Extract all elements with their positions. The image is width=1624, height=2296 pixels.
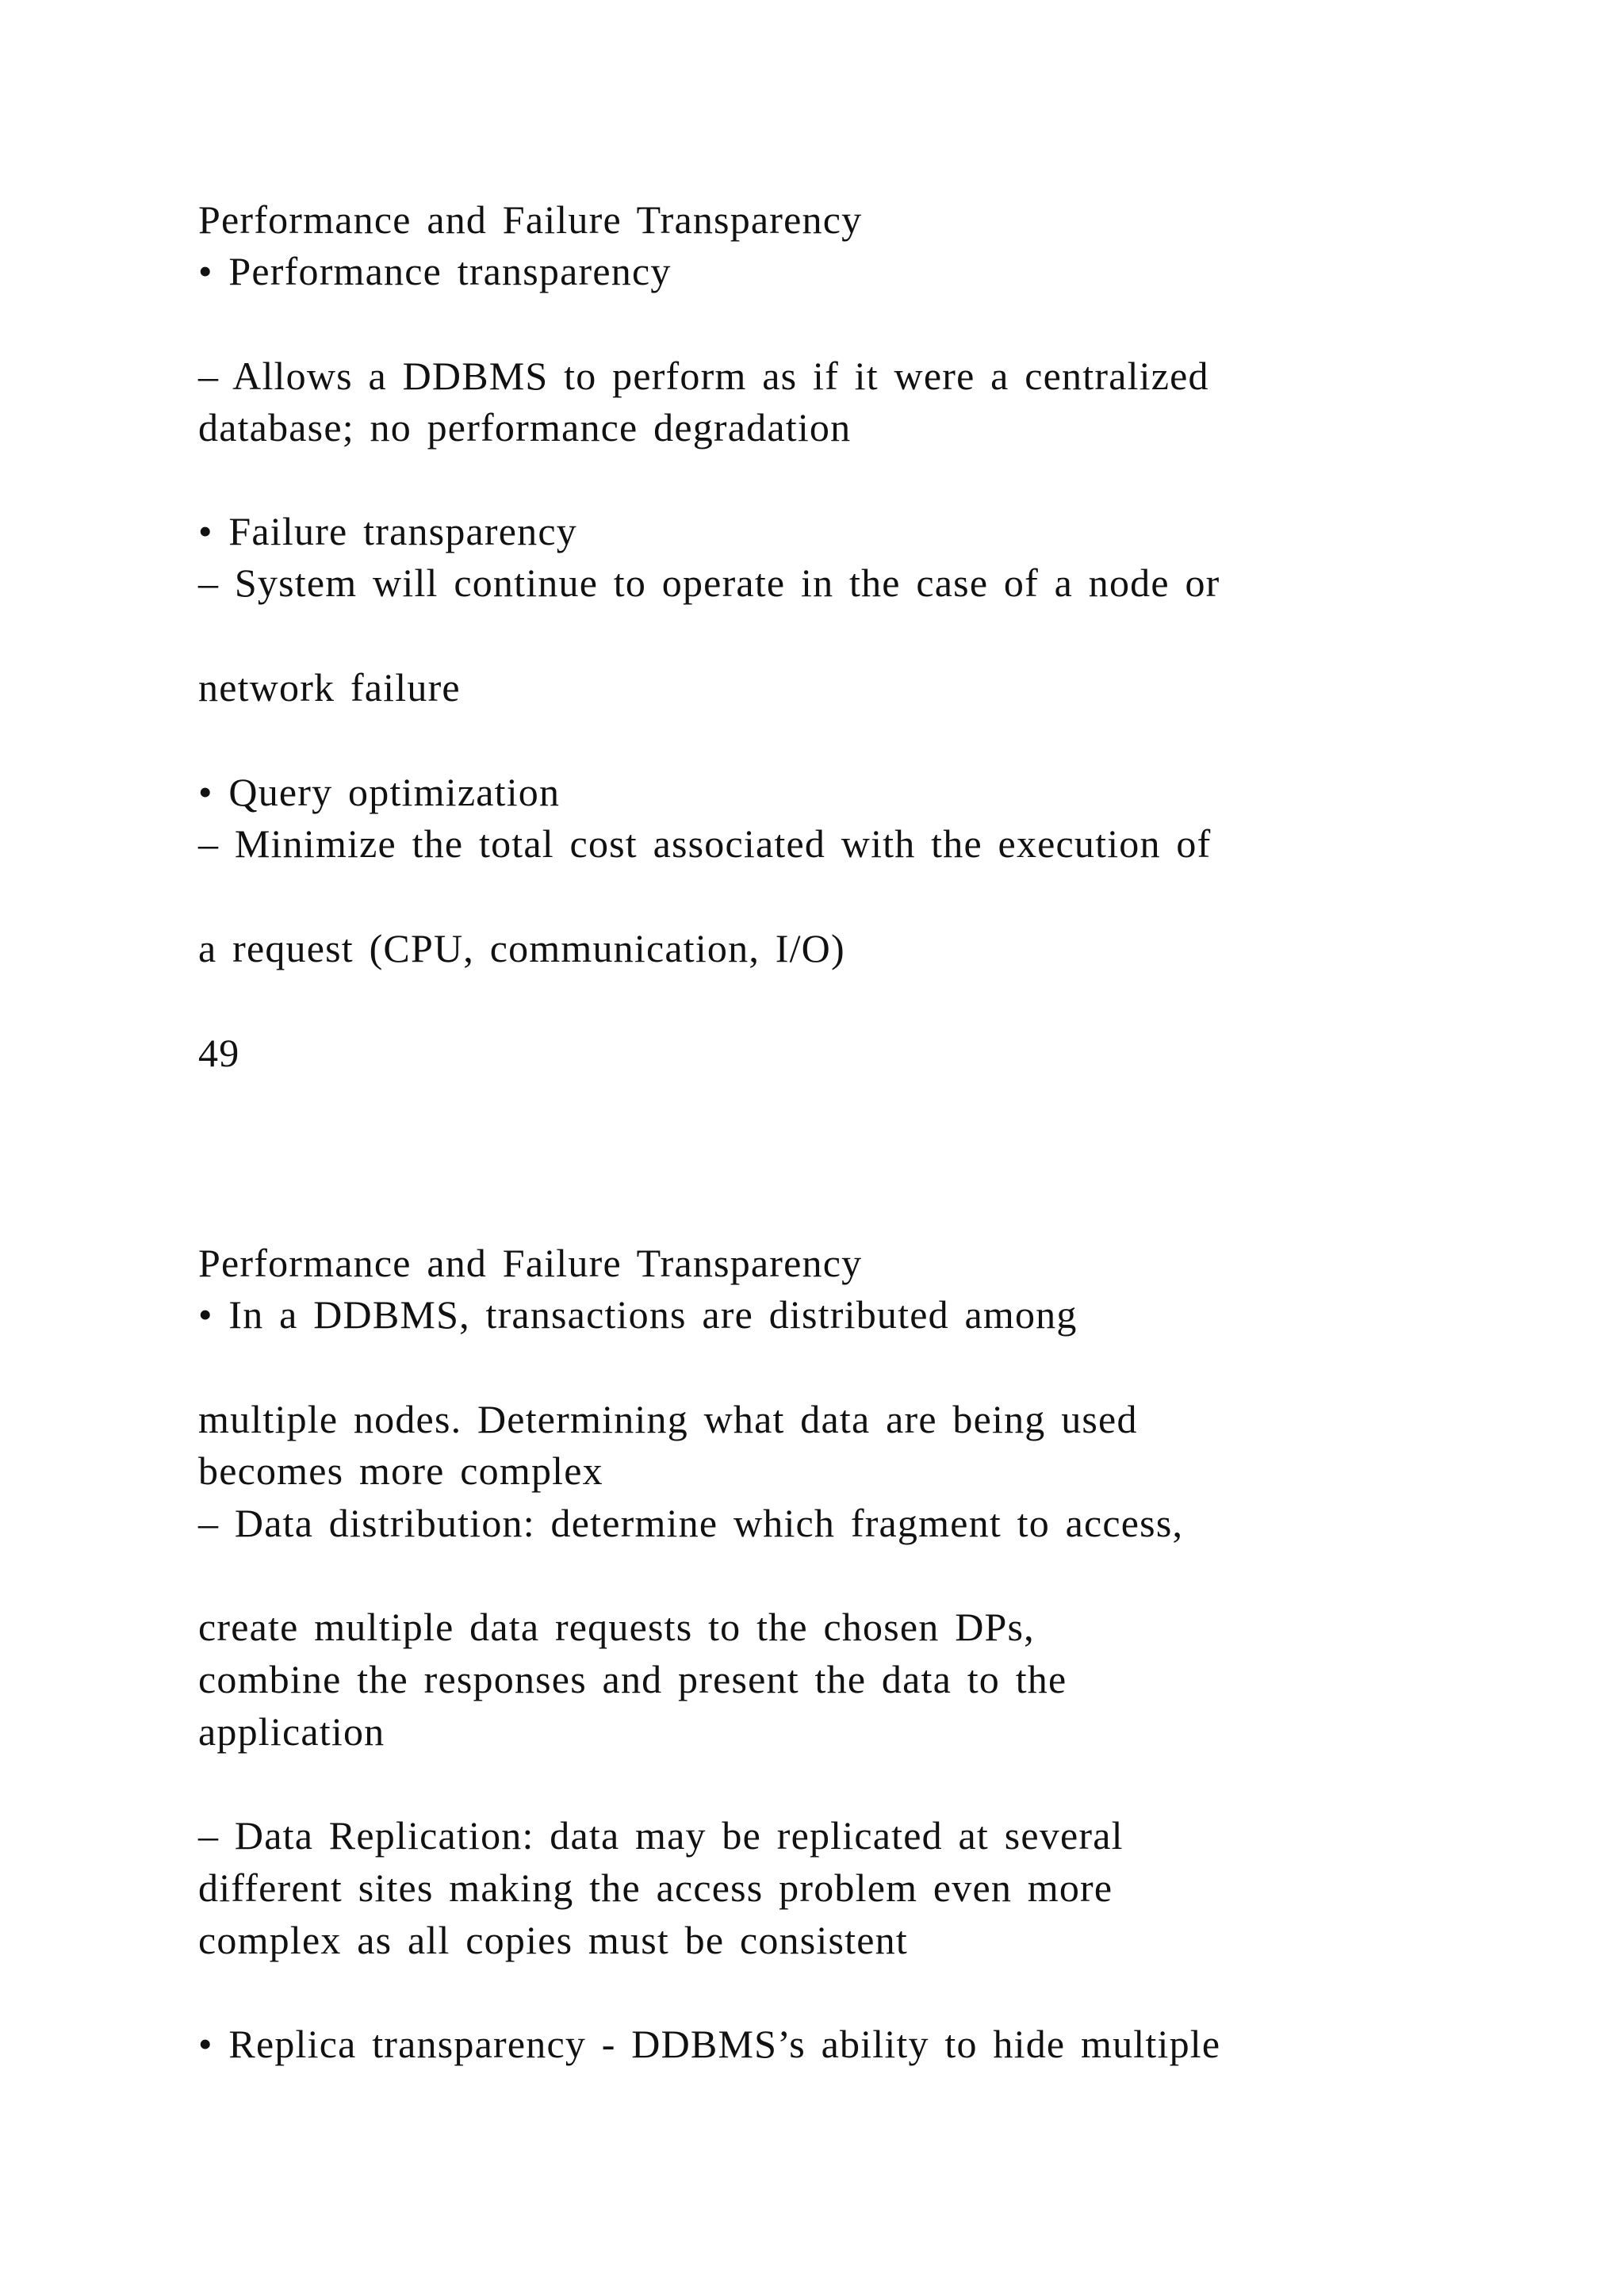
sub-item: – System will continue to operate in the case of a node or (198, 561, 1220, 605)
bullet-item: • Performance transparency (198, 249, 672, 293)
sub-item: – Minimize the total cost associated with the execution of (198, 821, 1212, 866)
bullet-item: • Replica transparency - DDBMS’s ability to hide multiple (198, 2022, 1221, 2066)
text-line: database; no performance degradation (198, 405, 852, 450)
text-line: multiple nodes. Determining what data are being used (198, 1397, 1138, 1441)
text-line: a request (CPU, communication, I/O) (198, 926, 845, 970)
text-line: complex as all copies must be consistent (198, 1918, 908, 1962)
text-line: becomes more complex (198, 1448, 603, 1493)
bullet-item: • Query optimization (198, 770, 561, 814)
sub-item: – Data Replication: data may be replicated at several (198, 1813, 1124, 1858)
text-line: combine the responses and present the data to the (198, 1657, 1067, 1701)
text-line: application (198, 1709, 385, 1754)
bullet-item: • Failure transparency (198, 509, 577, 553)
section-heading: Performance and Failure Transparency (198, 1241, 863, 1285)
text-line: create multiple data requests to the chosen DPs, (198, 1605, 1035, 1649)
sub-item: – Allows a DDBMS to perform as if it were a centralized (198, 354, 1209, 398)
text-line: different sites making the access problem even more (198, 1866, 1113, 1910)
text-line: network failure (198, 665, 461, 710)
sub-item: – Data distribution: determine which fragment to access, (198, 1501, 1184, 1545)
page-number: 49 (198, 1031, 240, 1075)
bullet-item: • In a DDBMS, transactions are distributed among (198, 1292, 1078, 1337)
section-heading: Performance and Failure Transparency (198, 197, 863, 242)
